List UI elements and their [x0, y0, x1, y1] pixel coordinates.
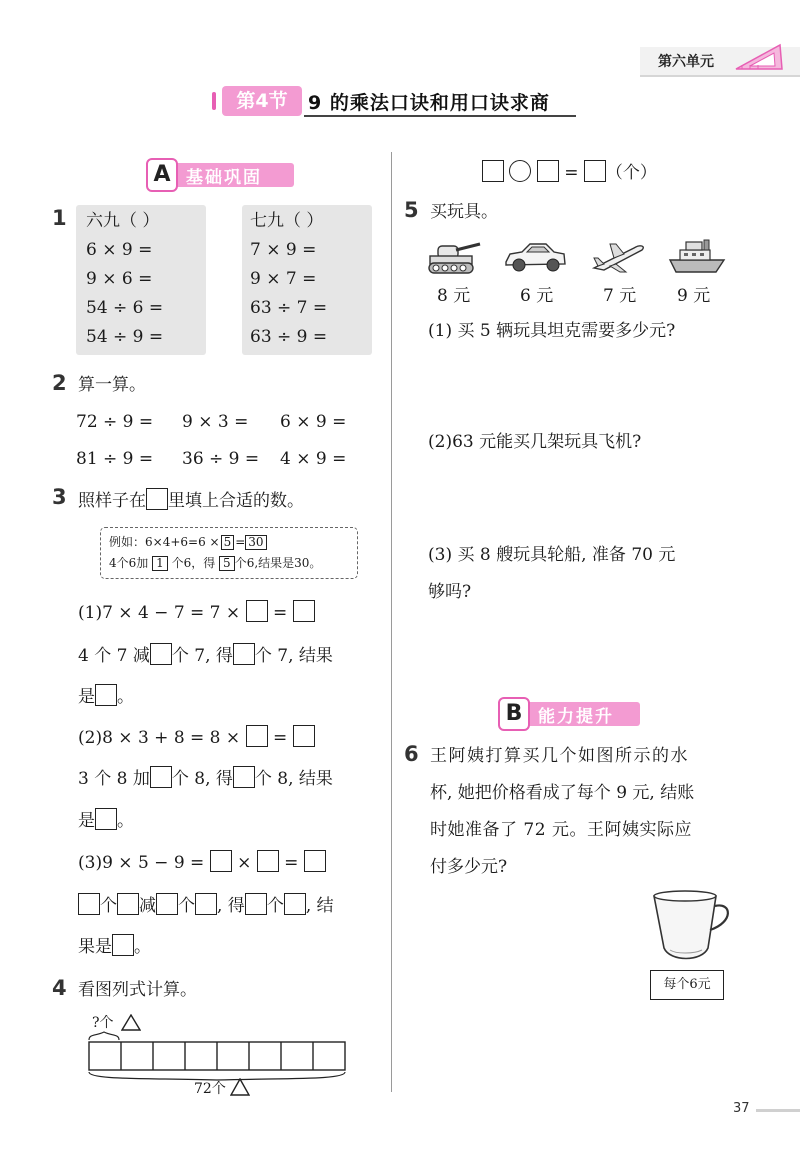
answer-box[interactable] [150, 643, 172, 665]
unit-header-tab [640, 47, 800, 77]
badge-a [146, 158, 296, 190]
operator-circle[interactable] [509, 160, 531, 182]
q2-title: 算一算。 [78, 375, 146, 395]
page-number: 37 [733, 1101, 750, 1116]
q1-left-line: 54 ÷ 6 = [86, 298, 164, 318]
q4-segment-diagram [86, 1012, 352, 1098]
answer-box[interactable] [95, 808, 117, 830]
badge-b-letter: B [498, 697, 530, 731]
q1-number: 1 [52, 206, 67, 230]
answer-box[interactable] [245, 893, 267, 915]
q1-left-line: 6 × 9 = [86, 240, 153, 260]
q3-example-box: 例如：6×4+6=6 × 5 = 30 4个6加 1 个6，得 5 个6,结果是30。 [100, 527, 358, 579]
q6-line: 时她准备了 72 元。王阿姨实际应 [430, 820, 692, 840]
badge-a-letter: A [146, 158, 178, 192]
q3-title: 照样子在 里填上合适的数。 [78, 488, 304, 513]
q2-item: 81 ÷ 9 = [76, 449, 154, 469]
q1-right-line: 63 ÷ 7 = [250, 298, 328, 318]
toy-ship-icon [666, 236, 728, 276]
q2-item: 72 ÷ 9 = [76, 412, 154, 432]
q1-left-line: 9 × 6 = [86, 269, 153, 289]
q5-sub3b: 够吗? [428, 582, 472, 602]
q5-sub2: (2)63 元能买几架玩具飞机? [428, 432, 642, 452]
answer-box[interactable] [156, 893, 178, 915]
price-tank: 8 元 [437, 286, 471, 306]
q2-item: 9 × 3 = [182, 412, 249, 432]
q3-part1-equation: (1)7 × 4 − 7 = 7 × = [78, 600, 315, 625]
q4-answer-row: = （个） [482, 160, 657, 185]
answer-box[interactable] [195, 893, 217, 915]
q4-number: 4 [52, 976, 67, 1000]
answer-box[interactable] [584, 160, 606, 182]
q2-item: 6 × 9 = [280, 412, 347, 432]
answer-box[interactable] [150, 766, 172, 788]
section-title: 9 的乘法口诀和用口诀求商 [308, 92, 550, 114]
q2-item: 4 × 9 = [280, 449, 347, 469]
q3-part1-line2: 4 个 7 减 个 7, 得 个 7, 结果 [78, 643, 333, 668]
q3-part2-line3: 是 。 [78, 808, 134, 833]
binding-tick [212, 92, 216, 110]
q4-title: 看图列式计算。 [78, 980, 197, 1000]
q1-left-head: 六九（ ） [86, 211, 160, 231]
q2-item: 36 ÷ 9 = [182, 449, 260, 469]
q3-part2-line2: 3 个 8 加 个 8, 得 个 8, 结果 [78, 766, 333, 791]
answer-box[interactable] [233, 766, 255, 788]
q4-bottom-label: 72个 [194, 1081, 226, 1097]
example-box-value: 1 [152, 556, 168, 571]
badge-b-label: 能力提升 [538, 707, 614, 727]
column-divider [391, 152, 392, 1092]
answer-box[interactable] [293, 600, 315, 622]
answer-box[interactable] [78, 893, 100, 915]
q3-part2-equation: (2)8 × 3 + 8 = 8 × = [78, 725, 315, 750]
q6-number: 6 [404, 742, 419, 766]
toy-plane-icon [590, 238, 648, 276]
answer-box[interactable] [95, 684, 117, 706]
q1-right-line: 7 × 9 = [250, 240, 317, 260]
footer-rule [756, 1109, 800, 1112]
answer-box[interactable] [210, 850, 232, 872]
q5-sub3a: (3) 买 8 艘玩具轮船, 准备 70 元 [428, 545, 676, 565]
answer-box[interactable] [257, 850, 279, 872]
price-ship: 9 元 [677, 286, 711, 306]
q2-number: 2 [52, 371, 67, 395]
answer-box[interactable] [112, 934, 134, 956]
example-box-value: 5 [221, 535, 235, 550]
price-car: 6 元 [520, 286, 554, 306]
q1-right-line: 9 × 7 = [250, 269, 317, 289]
q1-right-head: 七九（ ） [250, 211, 324, 231]
answer-box[interactable] [537, 160, 559, 182]
example-box-value: 5 [219, 556, 235, 571]
q4-top-label: ?个 [92, 1015, 114, 1031]
q6-line: 王阿姨打算买几个如图所示的水 [430, 746, 689, 766]
q3-part3-line2: 个 减 个 , 得 个 , 结 [78, 893, 334, 918]
q3-part3-equation: (3)9 × 5 − 9 = × = [78, 850, 326, 875]
price-plane: 7 元 [603, 286, 637, 306]
answer-box[interactable] [293, 725, 315, 747]
section-underline [304, 115, 576, 117]
badge-b [498, 697, 648, 729]
answer-box[interactable] [246, 600, 268, 622]
q5-number: 5 [404, 198, 419, 222]
q6-line: 杯, 她把价格看成了每个 9 元, 结账 [430, 783, 695, 803]
section-heading [212, 86, 578, 118]
section-tag-text: 第4节 [236, 90, 288, 112]
q3-part3-line3: 果是 。 [78, 934, 151, 959]
section-tag [222, 86, 302, 116]
q1-right-line: 63 ÷ 9 = [250, 327, 328, 347]
q5-sub1: (1) 买 5 辆玩具坦克需要多少元? [428, 321, 676, 341]
tank-icon [426, 238, 484, 276]
q3-part1-line3: 是 。 [78, 684, 134, 709]
toy-car-icon [502, 240, 568, 274]
unit-label: 第六单元 [658, 54, 714, 70]
q6-line: 付多少元? [430, 857, 508, 877]
cup-price-tag: 每个6元 [650, 970, 724, 1000]
answer-box[interactable] [304, 850, 326, 872]
answer-box[interactable] [117, 893, 139, 915]
triangle-icon [230, 1078, 250, 1096]
badge-a-label: 基础巩固 [186, 168, 262, 188]
example-box-value: 30 [245, 535, 266, 550]
answer-box[interactable] [246, 725, 268, 747]
q1-left-panel [76, 205, 206, 355]
q1-right-panel [242, 205, 372, 355]
q3-number: 3 [52, 485, 67, 509]
answer-box[interactable] [233, 643, 255, 665]
answer-box[interactable] [284, 893, 306, 915]
answer-box[interactable] [482, 160, 504, 182]
answer-box[interactable] [146, 488, 168, 510]
q5-title: 买玩具。 [430, 202, 498, 222]
q1-left-line: 54 ÷ 9 = [86, 327, 164, 347]
cup-icon [648, 888, 734, 968]
triangle-ruler-icon [732, 41, 788, 73]
